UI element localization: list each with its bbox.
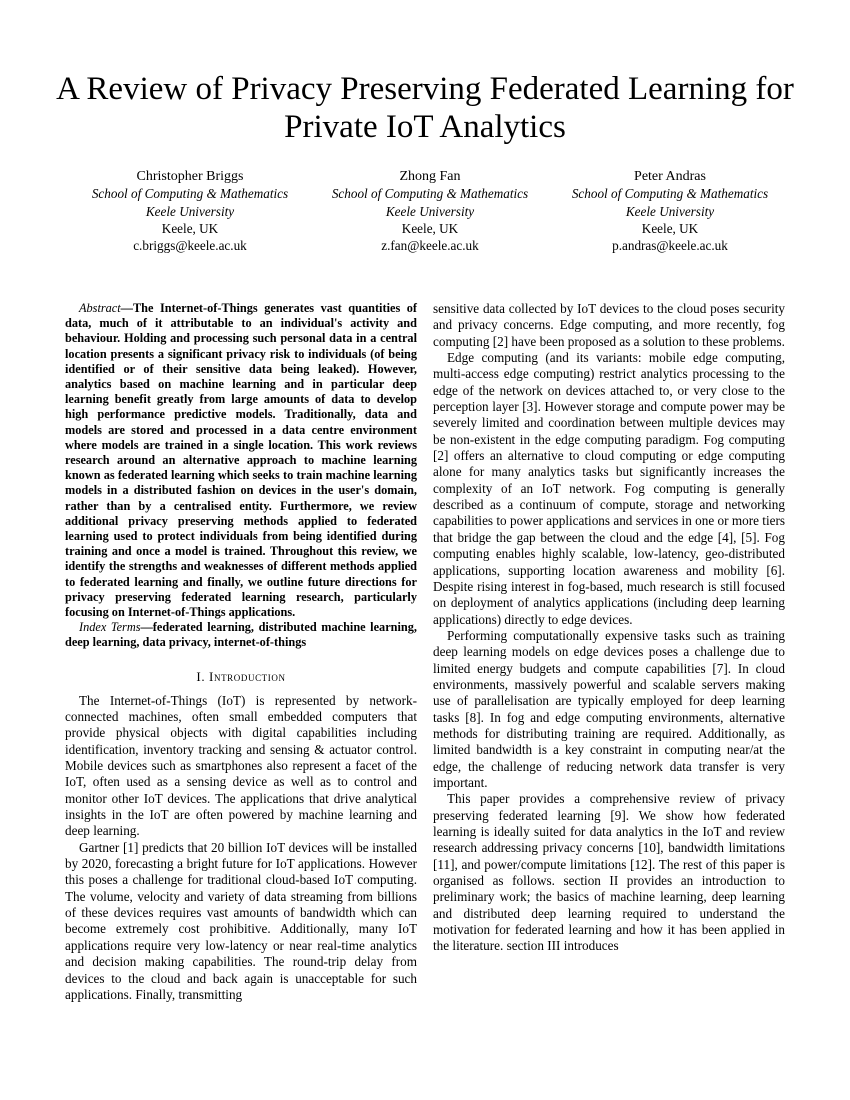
index-terms: Index Terms—federated learning, distributed machine learning, deep learning, data privacy, internet-of-things — [65, 620, 417, 650]
author-1 — [70, 168, 310, 254]
author-block — [70, 168, 790, 254]
author-location: Keele, UK — [641, 220, 699, 236]
author-location: Keele, UK — [401, 220, 459, 236]
author-location: Keele, UK — [161, 220, 219, 236]
author-name: Zhong Fan — [399, 169, 461, 184]
index-terms-text: federated learning, distributed machine learning, deep learning, data privacy, internet-of-things — [65, 620, 417, 650]
left-column — [65, 301, 417, 1003]
author-university: Keele University — [625, 203, 715, 219]
index-terms-label: Index Terms — [79, 620, 141, 635]
author-university: Keele University — [145, 203, 235, 219]
paragraph: sensitive data collected by IoT devices to the cloud poses security and privacy concerns. Edge computing, and more recently, fog computing [2] have been proposed as a solution to these problems. — [433, 301, 785, 349]
abstract-label: Abstract — [79, 301, 121, 315]
author-3 — [550, 168, 790, 254]
paragraph: Performing computationally expensive tasks such as training deep learning models on edge devices poses a challenge due to limited energy budgets and compute capabilities [7]. In cloud environments, massively powerful and scalable servers making use of parallelisation are typically employed for deep learning tasks [8]. In fog and edge computing environments, alternative methods for distributing training are required. Additionally, as limited bandwidth is a key constraint in computing near/at the edge, the challenge of reducing network data transfer is very important. — [433, 627, 785, 790]
author-affiliation: School of Computing & Mathematics — [91, 186, 289, 202]
paragraph: Edge computing (and its variants: mobile edge computing, multi-access edge computing) restrict analytics processing to the edge of the network on devices attached to, or very close to the perception layer [3]. However storage and compute power may be severely limited and coordination between multiple devices may be non-existent in the edge computing paradigm. Fog computing [2] offers an alternative to cloud computing or edge computing alone for many analytics tasks but significantly increases the complexity of an IoT network. Fog computing is generally described as a continuum of compute, storage and networking capabilities to power applications and services in one or more tiers that bridge the gap between the cloud and the edge [4], [5]. Fog computing enables highly scalable, low-latency, geo-distributed applications, supporting location awareness and mobility [6]. Despite rising interest in fog-based, much research is still focused on deployment of analytics applications (including deep learning applications) directly to edge devices. — [433, 350, 785, 627]
arxiv-stamp — [8, 294, 54, 680]
author-email: z.fan@keele.ac.uk — [381, 238, 479, 254]
author-university: Keele University — [385, 203, 475, 219]
section-heading: I. Introduction — [196, 668, 286, 684]
paragraph: Gartner [1] predicts that 20 billion IoT devices will be installed by 2020, forecasting a bright future for IoT applications. However this poses a challenge for traditional cloud-based IoT computing. The volume, velocity and variety of data streaming from billions of these devices requires vast amounts of bandwidth which can become extremely cost prohibitive. Additionally, many IoT applications require very low-latency or near real-time analytics and decision making capabilities. The round-trip delay from devices to the cloud and back again is unacceptable for such applications. Finally, transmitting — [65, 839, 417, 1002]
right-column — [433, 301, 785, 955]
abstract-text: The Internet-of-Things generates vast quantities of data, much of it attributable to an individual's activity and behaviour. Holding and processing such personal data in a central location presents a significant privacy risk to individuals (of being identified or of their sensitive data being leaked). However, analytics based on machine learning and in particular deep learning benefit greatly from large amounts of data to develop high performance predictive models. Traditionally, data and models are stored and processed in a data centre environment where models are trained in a single location. This work reviews research around an alternative approach to machine learning known as federated learning which seeks to train machine learning models in a distributed fashion on devices in the user's domain, rather than by a centralised entity. Furthermore, we review additional privacy preserving methods applied to federated learning used to protect individuals from being identified during training and once a model is trained. Throughout this review, we identify the strengths and weaknesses of different methods applied to federated learning and finally, we outline future directions for privacy preserving federated learning research, particularly focusing on Internet-of-Things applications. — [65, 301, 417, 620]
author-affiliation: School of Computing & Mathematics — [571, 186, 769, 202]
author-name: Christopher Briggs — [136, 169, 244, 184]
author-email: c.briggs@keele.ac.uk — [133, 238, 247, 254]
abstract: Abstract—The Internet-of-Things generates vast quantities of data, much of it attributable to an individual's activity and behaviour. Holding and processing such personal data in a central location presents a significant privacy risk to individuals (of being identified or of their sensitive data being leaked). However, analytics based on machine learning and in particular deep learning benefit greatly from large amounts of data to develop high performance predictive models. Traditionally, data and models are stored and processed in a data centre environment where models are trained in a single location. This work reviews research around an alternative approach to machine learning known as federated learning which seeks to train machine learning models in a distributed fashion on devices in the user's domain, rather than by a centralised entity. Furthermore, we review additional privacy preserving methods applied to federated learning used to protect individuals from being identified during training and once a model is trained. Throughout this review, we identify the strengths and weaknesses of different methods applied to federated learning and finally, we outline future directions for privacy preserving federated learning research, particularly focusing on Internet-of-Things applications. — [65, 301, 417, 620]
paper-title: A Review of Privacy Preserving Federated Learning for Private IoT Analytics — [56, 71, 794, 145]
author-affiliation: School of Computing & Mathematics — [331, 186, 529, 202]
author-email: p.andras@keele.ac.uk — [612, 238, 728, 254]
paragraph: This paper provides a comprehensive review of privacy preserving federated learning [9]. We show how federated learning is ideally suited for data analytics in the IoT and review research addressing privacy concerns [10], bandwidth limitations [11], and power/compute limitations [12]. The rest of this paper is organised as follows. section II provides an introduction to preliminary work; the basics of machine learning, deep learning and distributed deep learning required to understand the motivation for federated learning and how it has been applied in the literature. section III introduces — [433, 791, 785, 954]
paragraph: The Internet-of-Things (IoT) is represented by network-connected machines, often small embedded computers that provide physical objects with digital capabilities including identification, inventory tracking and sensing & actuator control. Mobile devices such as smartphones also represent a facet of the IoT, often used as a sensing device as well as to control and monitor other IoT devices. The applications that drive analytical insights in the IoT are often powered by machine learning and deep learning. — [65, 692, 417, 839]
author-2 — [310, 168, 550, 254]
author-name: Peter Andras — [634, 169, 706, 184]
